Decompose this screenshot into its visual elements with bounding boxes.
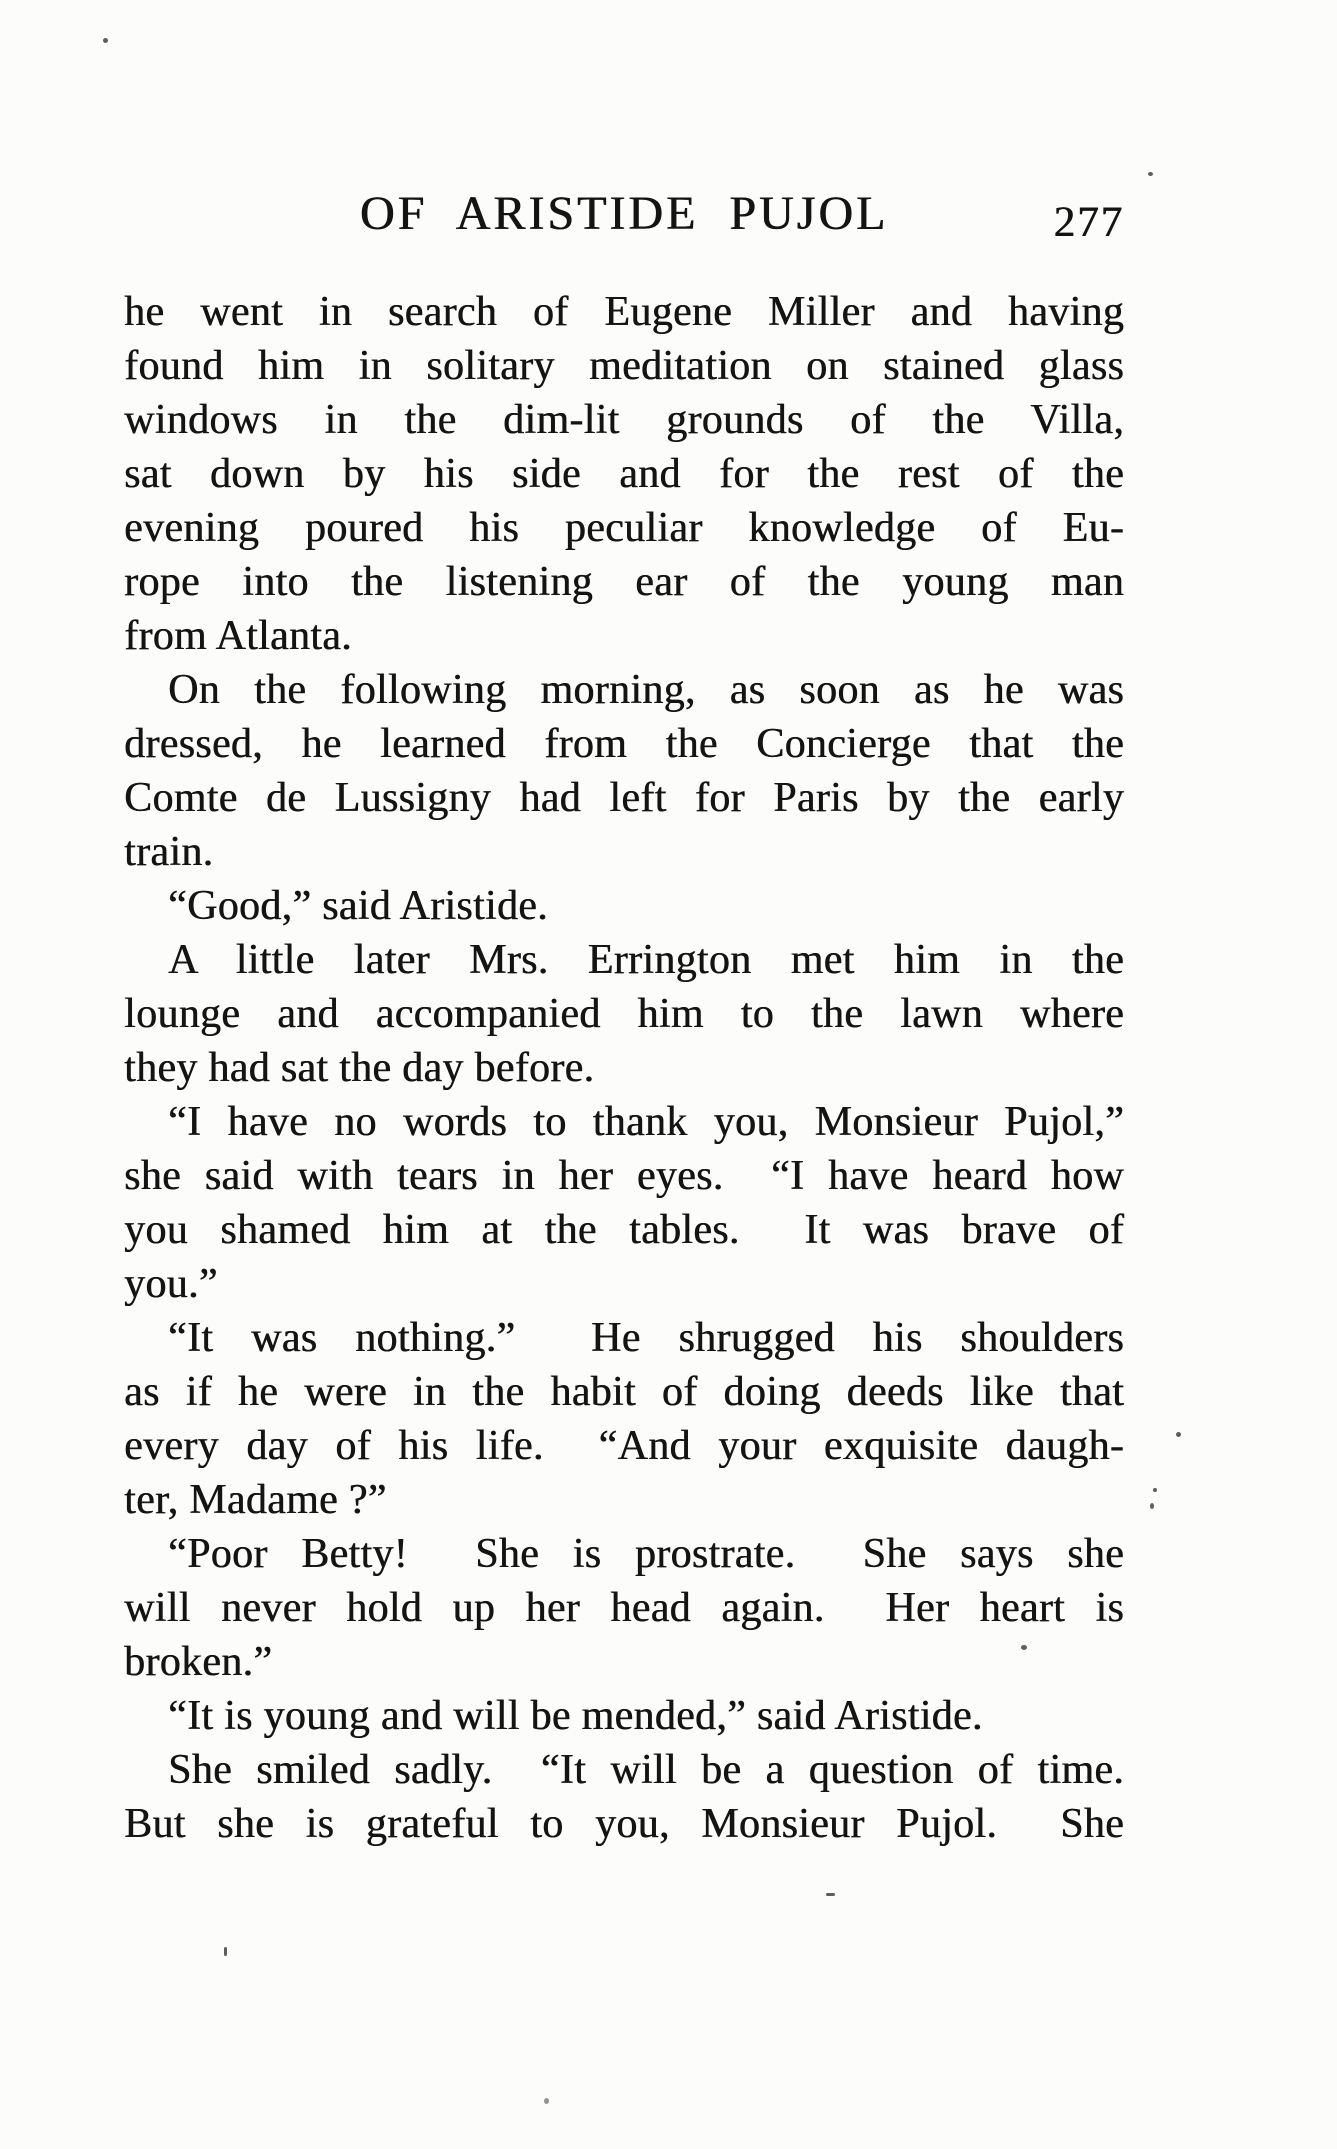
scan-speck — [544, 2098, 549, 2104]
paragraph — [124, 1743, 1124, 1851]
paragraph — [124, 663, 1124, 879]
text-line: he went in search of Eugene Miller and having — [124, 289, 1124, 335]
text-line: found him in solitary meditation on stained glass — [124, 343, 1124, 389]
text-line: evening poured his peculiar knowledge of Eu- — [124, 505, 1124, 551]
scan-speck — [103, 38, 108, 43]
text-line: you.” — [124, 1261, 218, 1307]
text-line: “Good,” said Aristide. — [168, 883, 548, 929]
text-line: “I have no words to thank you, Monsieur Pujol,” — [168, 1099, 1124, 1145]
text-line: she said with tears in her eyes. “I have heard how — [124, 1153, 1124, 1199]
text-line: A little later Mrs. Errington met him in the — [168, 937, 1124, 983]
paragraph — [124, 933, 1124, 1095]
text-line: will never hold up her head again. Her heart is — [124, 1585, 1124, 1631]
scan-speck — [1148, 172, 1153, 176]
scan-speck — [1176, 1432, 1181, 1437]
text-line: every day of his life. “And your exquisite daugh- — [124, 1423, 1124, 1469]
text-line: from Atlanta. — [124, 613, 352, 659]
scan-speck — [224, 1947, 227, 1956]
paragraph — [124, 1311, 1124, 1527]
paragraph — [124, 285, 1124, 663]
paragraph — [124, 1689, 1124, 1743]
running-title: OF ARISTIDE PUJOL — [359, 187, 889, 240]
scan-speck — [826, 1893, 835, 1896]
text-line: “It is young and will be mended,” said Aristide. — [168, 1693, 983, 1739]
scan-speck — [1153, 1488, 1157, 1492]
text-line: “Poor Betty! She is prostrate. She says she — [168, 1531, 1124, 1577]
text-line: On the following morning, as soon as he was — [168, 667, 1124, 713]
text-line: you shamed him at the tables. It was brave of — [124, 1207, 1124, 1253]
scan-speck — [1021, 1645, 1027, 1650]
page-body — [124, 285, 1124, 1851]
paragraph — [124, 879, 1124, 933]
text-line: “It was nothing.” He shrugged his shoulders — [168, 1315, 1124, 1361]
text-line: broken.” — [124, 1639, 273, 1685]
paragraph — [124, 1527, 1124, 1689]
page-number: 277 — [1053, 199, 1124, 246]
text-line: sat down by his side and for the rest of the — [124, 451, 1124, 497]
text-line: train. — [124, 829, 214, 875]
paragraph — [124, 1095, 1124, 1311]
text-line: ter, Madame ?” — [124, 1477, 387, 1523]
text-line: But she is grateful to you, Monsieur Pujol. She — [124, 1801, 1124, 1847]
text-line: lounge and accompanied him to the lawn where — [124, 991, 1124, 1037]
text-line: She smiled sadly. “It will be a question of time. — [168, 1747, 1124, 1793]
text-line: rope into the listening ear of the young man — [124, 559, 1124, 605]
text-line: as if he were in the habit of doing deeds like that — [124, 1369, 1124, 1415]
scan-speck — [1150, 1503, 1154, 1509]
text-line: dressed, he learned from the Concierge that the — [124, 721, 1124, 767]
text-line: Comte de Lussigny had left for Paris by the early — [124, 775, 1124, 821]
text-line: windows in the dim-lit grounds of the Villa, — [124, 397, 1124, 443]
text-line: they had sat the day before. — [124, 1045, 595, 1091]
